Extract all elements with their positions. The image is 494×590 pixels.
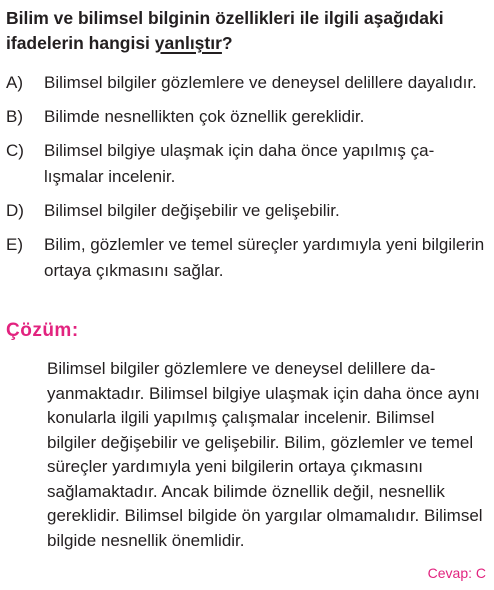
- option-e: [6, 232, 490, 284]
- solution-title: Çözüm:: [6, 320, 79, 341]
- option-text: Bilimsel bilgiye ulaşmak için daha önce yapılmış çalışmalar incelenir.: [44, 141, 435, 186]
- question-underlined-word: yanlıştır: [154, 33, 222, 53]
- option-d: [6, 198, 490, 224]
- option-letter: C): [6, 141, 24, 160]
- option-text: Bilimsel bilgiler değişebilir ve gelişebilir.: [44, 201, 340, 220]
- option-letter: D): [6, 201, 24, 220]
- question-text-before: Bilim ve bilimsel bilginin özellikleri ile ilgili aşağıdaki ifadelerin hangisi: [6, 8, 444, 53]
- option-letter: A): [6, 73, 23, 92]
- option-text: Bilimde nesnellikten çok öznellik gereklidir.: [44, 107, 365, 126]
- question-text: [6, 6, 490, 56]
- option-letter: E): [6, 235, 23, 254]
- option-letter: B): [6, 107, 23, 126]
- option-b: [6, 104, 490, 130]
- option-c: [6, 138, 490, 190]
- solution-text: Bilimsel bilgiler gözlemlere ve deneysel delillere dayanmaktadır. Bilimsel bilgiye ulaşmak için daha önce aynı konularla ilgili yapılmış çalışmalar incelenir. Bilimsel bilgiler değişebilir ve gelişebilir. Bilim, gözlemler ve temel süreçler yardımıyla yeni bilgilerin ortaya çıkmasını sağlamaktadır. Ancak bilimde öznellik değil, nesnellik gereklidir. Bilimsel bilgide ön yargılar olmamalıdır. Bilimsel bilgide nesnellik önemlidir.: [47, 359, 483, 550]
- answer-options: [6, 70, 490, 292]
- option-text: Bilim, gözlemler ve temel süreçler yardımıyla yeni bilgilerin ortaya çıkmasını sağlar.: [44, 235, 485, 280]
- answer-label: Cevap: C: [427, 565, 486, 581]
- question-text-after: ?: [221, 33, 233, 53]
- option-text: Bilimsel bilgiler gözlemlere ve deneysel delillere dayalıdır.: [44, 73, 477, 92]
- option-a: [6, 70, 490, 96]
